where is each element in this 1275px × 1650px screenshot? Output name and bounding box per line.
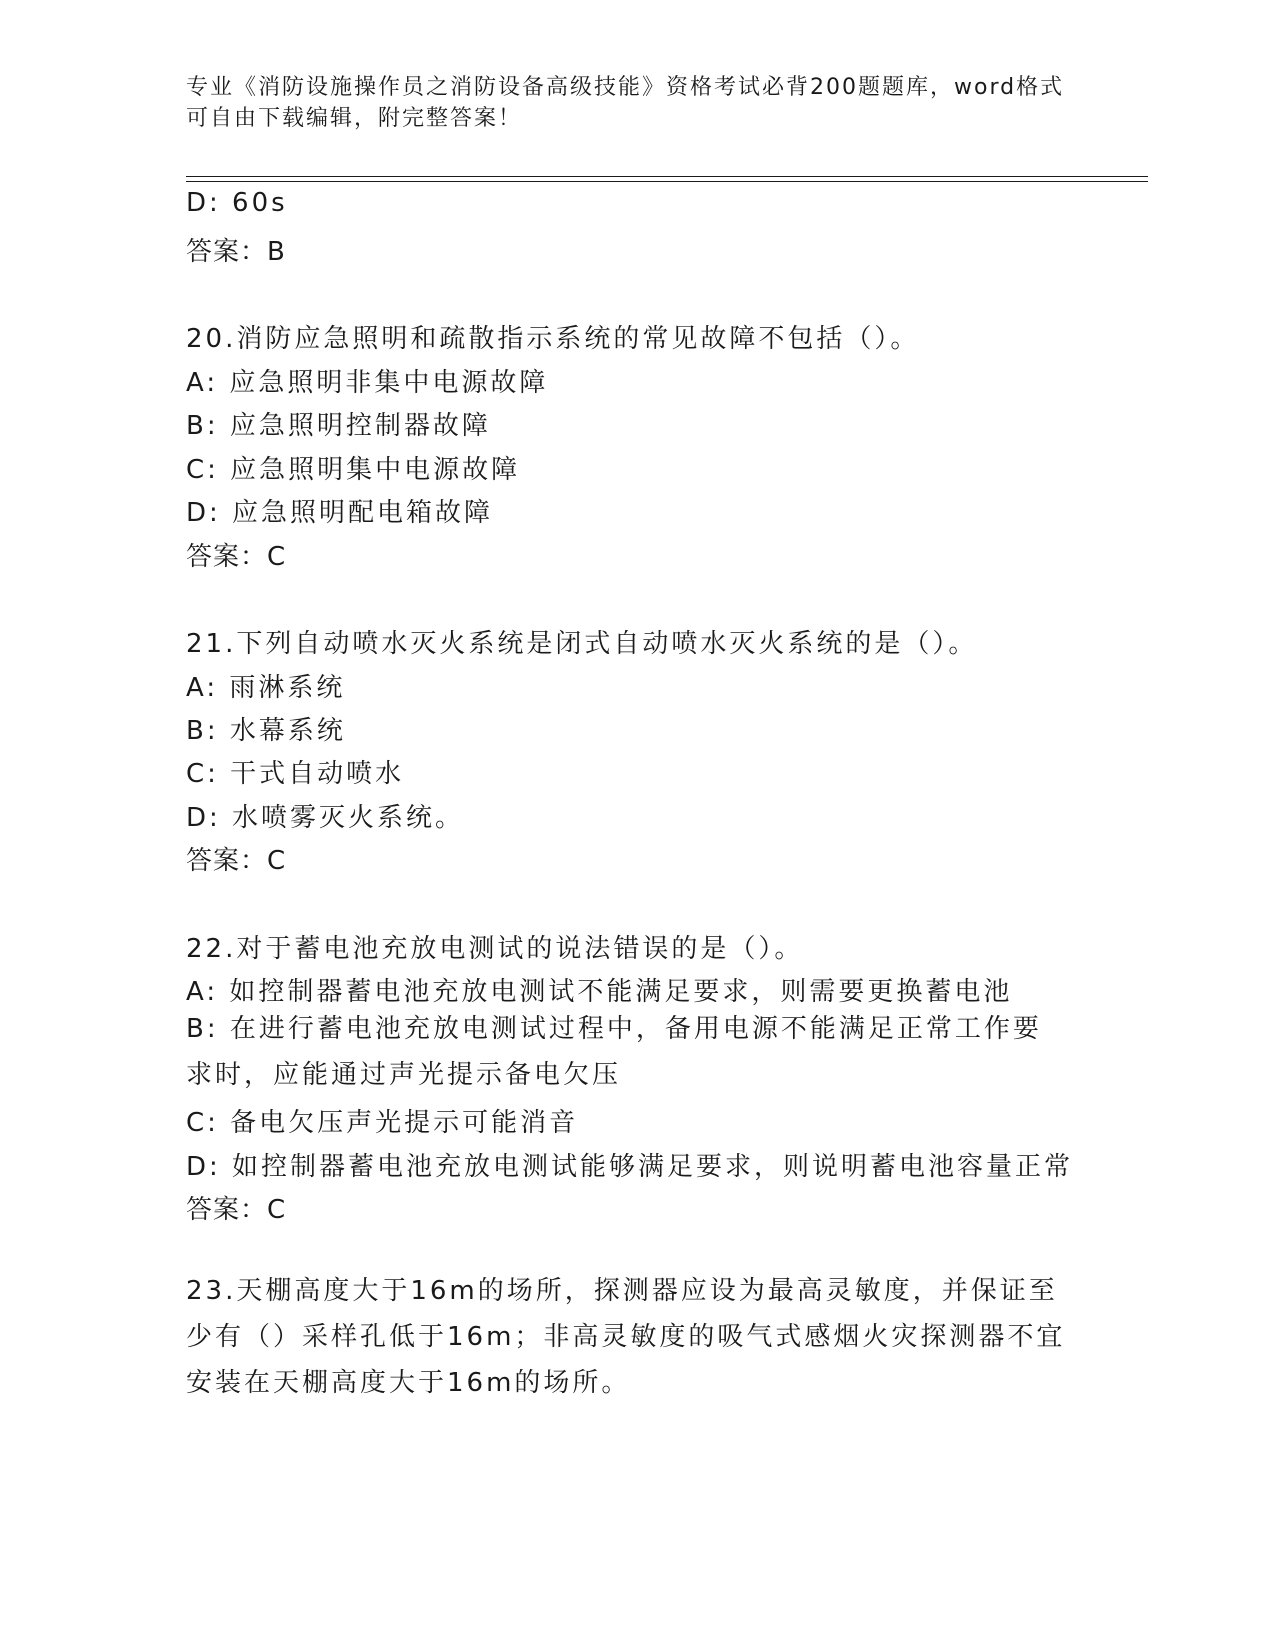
q22-option-a: A: 如控制器蓄电池充放电测试不能满足要求，则需要更换蓄电池	[186, 977, 1013, 1007]
q19-answer: 答案：B	[186, 237, 286, 267]
page-header: 专业《消防设施操作员之消防设备高级技能》资格考试必背200题题库，word格式可自由下载编辑，附完整答案！	[186, 75, 1065, 131]
q22-option-b: B: 在进行蓄电池充放电测试过程中，备用电源不能满足正常工作要求时，应能通过声光提示备电欠压	[186, 1014, 1042, 1090]
q20-option-d: D: 应急照明配电箱故障	[186, 498, 494, 528]
q21-question: 21.下列自动喷水灭火系统是闭式自动喷水灭火系统的是（）。	[186, 629, 978, 659]
q22-answer: 答案：C	[186, 1195, 287, 1225]
q22-option-d: D: 如控制器蓄电池充放电测试能够满足要求，则说明蓄电池容量正常	[186, 1152, 1074, 1182]
q20-answer: 答案：C	[186, 542, 287, 572]
q21-option-c: C: 干式自动喷水	[186, 759, 405, 789]
q20-question: 20.消防应急照明和疏散指示系统的常见故障不包括（）。	[186, 324, 920, 354]
q21-option-d: D: 水喷雾灭火系统。	[186, 803, 465, 833]
header-rule-top	[186, 176, 1148, 177]
q21-answer: 答案：C	[186, 846, 287, 876]
q19-option-d: D: 60s	[186, 188, 288, 218]
q20-option-a: A: 应急照明非集中电源故障	[186, 368, 549, 398]
q21-option-b: B: 水幕系统	[186, 716, 346, 746]
q20-option-c: C: 应急照明集中电源故障	[186, 455, 521, 485]
q22-question: 22.对于蓄电池充放电测试的说法错误的是（）。	[186, 934, 804, 964]
q22-option-c: C: 备电欠压声光提示可能消音	[186, 1108, 579, 1138]
q23-question: 23.天棚高度大于16m的场所，探测器应设为最高灵敏度，并保证至少有（）采样孔低于16m；非高灵敏度的吸气式感烟火灾探测器不宜安装在天棚高度大于16m的场所。	[186, 1276, 1066, 1398]
q20-option-b: B: 应急照明控制器故障	[186, 411, 491, 441]
header-rule-bottom	[186, 181, 1148, 182]
q21-option-a: A: 雨淋系统	[186, 673, 346, 703]
